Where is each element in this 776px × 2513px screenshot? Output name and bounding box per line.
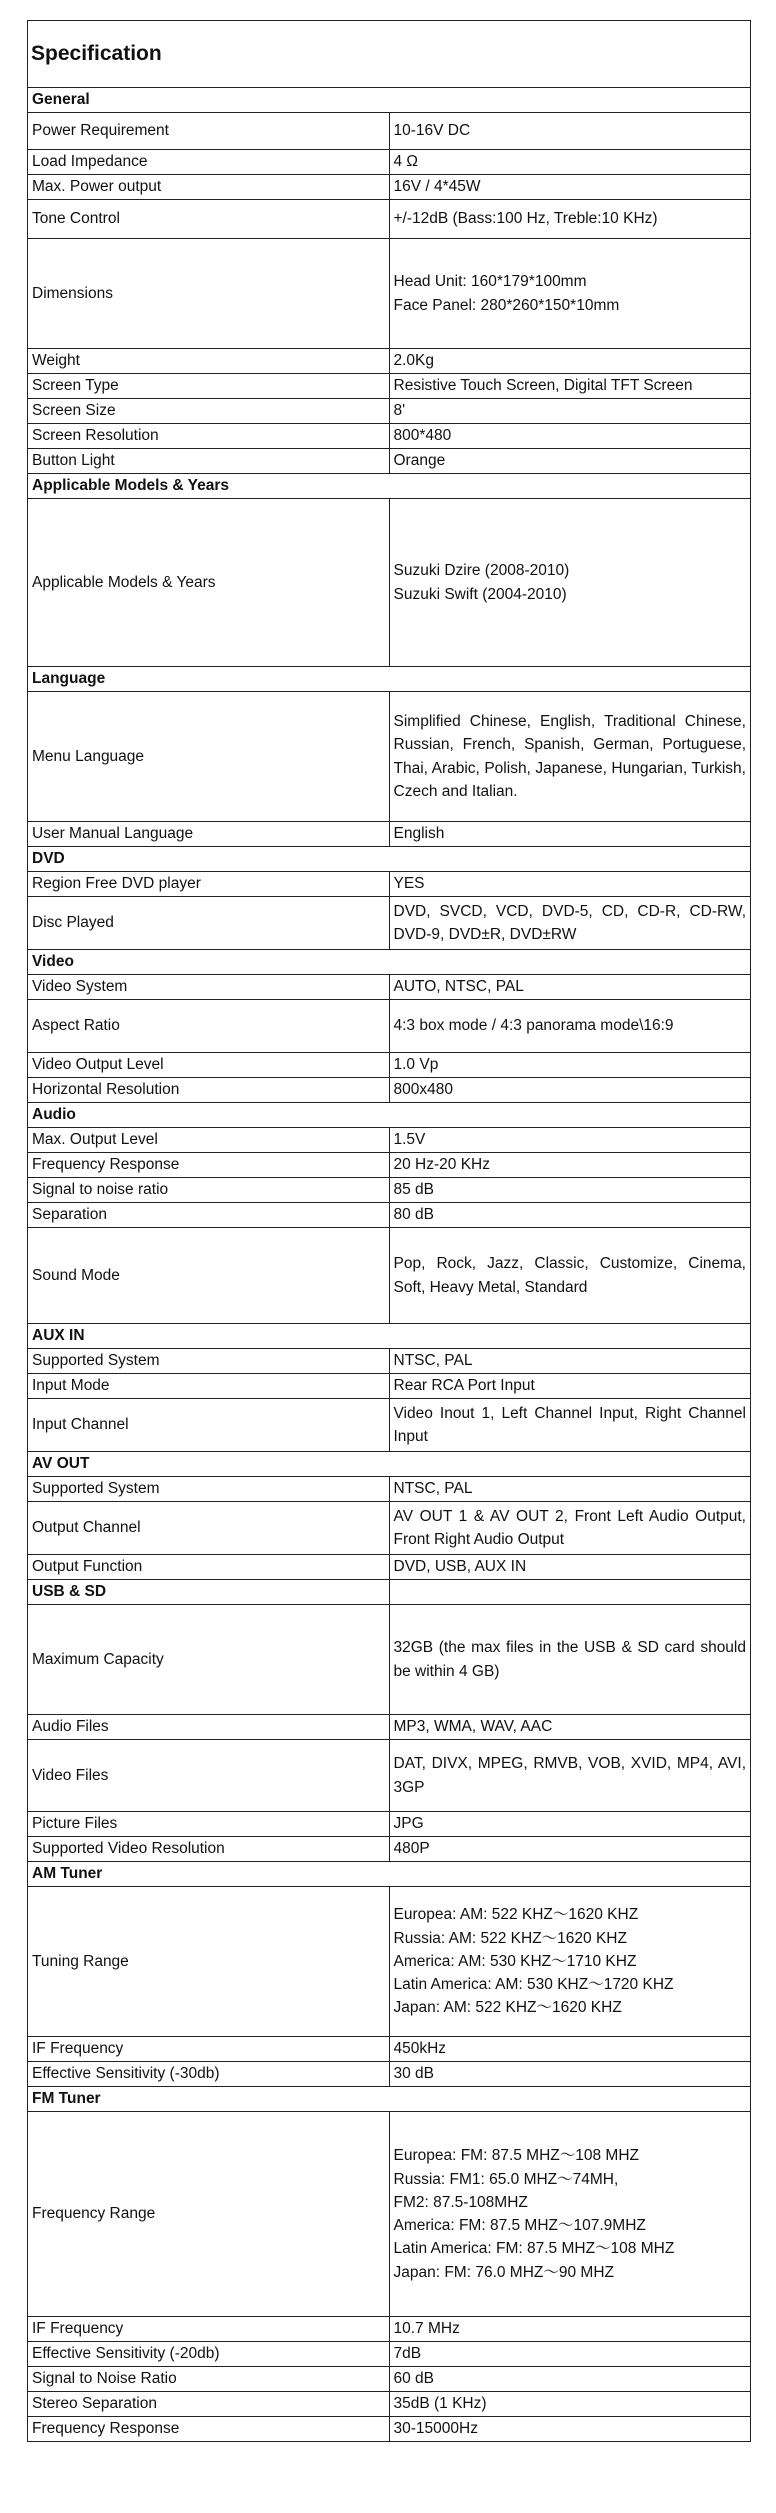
spec-label: Max. Power output <box>28 175 390 200</box>
spec-value: 10-16V DC <box>389 113 751 150</box>
spec-row <box>28 1812 751 1837</box>
spec-row <box>28 1000 751 1053</box>
section-title: Applicable Models & Years <box>28 474 751 499</box>
spec-value: Head Unit: 160*179*100mm Face Panel: 280*260*150*10mm <box>389 239 751 349</box>
spec-row <box>28 1477 751 1502</box>
section-title: FM Tuner <box>28 2087 751 2112</box>
spec-label: Frequency Response <box>28 2417 390 2442</box>
spec-label: Disc Played <box>28 897 390 950</box>
section-header-row <box>28 2087 751 2112</box>
spec-row <box>28 1715 751 1740</box>
spec-value: +/-12dB (Bass:100 Hz, Treble:10 KHz) <box>389 200 751 239</box>
section-header-row <box>28 88 751 113</box>
spec-row <box>28 1399 751 1452</box>
title-row <box>28 21 751 88</box>
spec-row <box>28 1053 751 1078</box>
spec-row <box>28 2112 751 2317</box>
spec-value: 4:3 box mode / 4:3 panorama mode\16:9 <box>389 1000 751 1053</box>
spec-row <box>28 150 751 175</box>
spec-label: Output Function <box>28 1555 390 1580</box>
section-title: Audio <box>28 1103 751 1128</box>
spec-value: Pop, Rock, Jazz, Classic, Customize, Cinema, Soft, Heavy Metal, Standard <box>389 1228 751 1324</box>
spec-value: 32GB (the max files in the USB & SD card should be within 4 GB) <box>389 1605 751 1715</box>
section-title: Language <box>28 667 751 692</box>
spec-row <box>28 449 751 474</box>
spec-value: Europea: FM: 87.5 MHZ～108 MHZ Russia: FM1: 65.0 MHZ～74MH, FM2: 87.5-108MHZ America: FM: 87.5 MHZ～107.9MHZ Latin America: FM: 87.5 MHZ～108 MHZ Japan: FM: 76.0 MHZ～90 MHZ <box>389 2112 751 2317</box>
spec-value: Rear RCA Port Input <box>389 1374 751 1399</box>
spec-value: 20 Hz-20 KHz <box>389 1153 751 1178</box>
spec-value: 800x480 <box>389 1078 751 1103</box>
spec-value: AUTO, NTSC, PAL <box>389 975 751 1000</box>
spec-row <box>28 175 751 200</box>
spec-label: Video System <box>28 975 390 1000</box>
spec-value: Video Inout 1, Left Channel Input, Right Channel Input <box>389 1399 751 1452</box>
spec-row <box>28 2342 751 2367</box>
spec-row <box>28 2417 751 2442</box>
spec-label: Load Impedance <box>28 150 390 175</box>
section-header-row <box>28 474 751 499</box>
spec-value: AV OUT 1 & AV OUT 2, Front Left Audio Output, Front Right Audio Output <box>389 1502 751 1555</box>
spec-row <box>28 2037 751 2062</box>
spec-value: 60 dB <box>389 2367 751 2392</box>
spec-value: Simplified Chinese, English, Traditional Chinese, Russian, French, Spanish, German, Portuguese, Thai, Arabic, Polish, Japanese, Hungarian, Turkish, Czech and Italian. <box>389 692 751 822</box>
spec-label: Signal to noise ratio <box>28 1178 390 1203</box>
spec-label: Maximum Capacity <box>28 1605 390 1715</box>
spec-label: Max. Output Level <box>28 1128 390 1153</box>
spec-value: Europea: AM: 522 KHZ～1620 KHZ Russia: AM: 522 KHZ～1620 KHZ America: AM: 530 KHZ～1710 KHZ Latin America: AM: 530 KHZ～1720 KHZ Japan: AM: 522 KHZ～1620 KHZ <box>389 1887 751 2037</box>
spec-row <box>28 424 751 449</box>
spec-label: Input Mode <box>28 1374 390 1399</box>
spec-row <box>28 200 751 239</box>
spec-value: DVD, SVCD, VCD, DVD-5, CD, CD-R, CD-RW, DVD-9, DVD±R, DVD±RW <box>389 897 751 950</box>
spec-label: Power Requirement <box>28 113 390 150</box>
spec-label: Menu Language <box>28 692 390 822</box>
spec-row <box>28 1203 751 1228</box>
spec-label: Effective Sensitivity (-30db) <box>28 2062 390 2087</box>
spec-label: Aspect Ratio <box>28 1000 390 1053</box>
spec-row <box>28 897 751 950</box>
spec-row <box>28 239 751 349</box>
spec-value: 7dB <box>389 2342 751 2367</box>
spec-row <box>28 1555 751 1580</box>
spec-row <box>28 2062 751 2087</box>
spec-value: Resistive Touch Screen, Digital TFT Screen <box>389 374 751 399</box>
spec-row <box>28 975 751 1000</box>
spec-label: Signal to Noise Ratio <box>28 2367 390 2392</box>
spec-value: 35dB (1 KHz) <box>389 2392 751 2417</box>
spec-value: DVD, USB, AUX IN <box>389 1555 751 1580</box>
spec-label: Audio Files <box>28 1715 390 1740</box>
spec-row <box>28 872 751 897</box>
spec-row <box>28 692 751 822</box>
section-header-row <box>28 667 751 692</box>
section-title: USB & SD <box>28 1580 390 1605</box>
spec-value: 1.5V <box>389 1128 751 1153</box>
spec-row <box>28 1374 751 1399</box>
spec-label: Effective Sensitivity (-20db) <box>28 2342 390 2367</box>
spec-label: Screen Resolution <box>28 424 390 449</box>
spec-value: 4 Ω <box>389 150 751 175</box>
spec-row <box>28 1502 751 1555</box>
spec-table <box>27 20 751 2442</box>
spec-label: IF Frequency <box>28 2037 390 2062</box>
spec-row <box>28 1740 751 1812</box>
spec-row <box>28 113 751 150</box>
spec-row <box>28 1078 751 1103</box>
spec-row <box>28 374 751 399</box>
spec-row <box>28 1605 751 1715</box>
spec-label: Supported Video Resolution <box>28 1837 390 1862</box>
spec-label: Video Files <box>28 1740 390 1812</box>
spec-value: 30-15000Hz <box>389 2417 751 2442</box>
spec-value: 2.0Kg <box>389 349 751 374</box>
spec-row <box>28 1228 751 1324</box>
spec-label: Frequency Response <box>28 1153 390 1178</box>
spec-value: Suzuki Dzire (2008-2010) Suzuki Swift (2004-2010) <box>389 499 751 667</box>
spec-value: 30 dB <box>389 2062 751 2087</box>
spec-title: Specification <box>28 21 751 88</box>
spec-label: Stereo Separation <box>28 2392 390 2417</box>
spec-row <box>28 349 751 374</box>
section-header-row <box>28 1862 751 1887</box>
section-title: AUX IN <box>28 1324 751 1349</box>
spec-label: Tuning Range <box>28 1887 390 2037</box>
spec-label: Screen Size <box>28 399 390 424</box>
spec-row <box>28 2317 751 2342</box>
section-title: General <box>28 88 751 113</box>
spec-value: 80 dB <box>389 1203 751 1228</box>
spec-label: Supported System <box>28 1477 390 1502</box>
spec-label: Screen Type <box>28 374 390 399</box>
spec-value: English <box>389 822 751 847</box>
section-title: Video <box>28 950 751 975</box>
spec-row <box>28 1153 751 1178</box>
section-title: AM Tuner <box>28 1862 751 1887</box>
spec-row <box>28 1128 751 1153</box>
spec-value: 450kHz <box>389 2037 751 2062</box>
spec-value: NTSC, PAL <box>389 1477 751 1502</box>
spec-label: Sound Mode <box>28 1228 390 1324</box>
spec-label: Frequency Range <box>28 2112 390 2317</box>
section-header-row <box>28 847 751 872</box>
spec-label: Dimensions <box>28 239 390 349</box>
spec-value: 10.7 MHz <box>389 2317 751 2342</box>
section-title: AV OUT <box>28 1452 751 1477</box>
spec-label: Video Output Level <box>28 1053 390 1078</box>
section-header-row <box>28 1452 751 1477</box>
spec-value: 8' <box>389 399 751 424</box>
spec-value: 16V / 4*45W <box>389 175 751 200</box>
spec-label: Output Channel <box>28 1502 390 1555</box>
spec-row <box>28 499 751 667</box>
spec-row <box>28 2392 751 2417</box>
spec-row <box>28 1837 751 1862</box>
spec-sheet <box>27 20 751 2442</box>
spec-row <box>28 399 751 424</box>
spec-row <box>28 2367 751 2392</box>
spec-value: 480P <box>389 1837 751 1862</box>
spec-label: Tone Control <box>28 200 390 239</box>
spec-value: 1.0 Vp <box>389 1053 751 1078</box>
spec-label: Input Channel <box>28 1399 390 1452</box>
section-header-row <box>28 1103 751 1128</box>
section-header-row <box>28 950 751 975</box>
spec-value: NTSC, PAL <box>389 1349 751 1374</box>
spec-value: 800*480 <box>389 424 751 449</box>
spec-label: Supported System <box>28 1349 390 1374</box>
spec-label: Horizontal Resolution <box>28 1078 390 1103</box>
section-value <box>389 1580 751 1605</box>
spec-label: User Manual Language <box>28 822 390 847</box>
section-title: DVD <box>28 847 751 872</box>
spec-row <box>28 1887 751 2037</box>
spec-label: Region Free DVD player <box>28 872 390 897</box>
spec-row <box>28 1178 751 1203</box>
spec-label: Button Light <box>28 449 390 474</box>
spec-row <box>28 1349 751 1374</box>
spec-value: YES <box>389 872 751 897</box>
section-header-row <box>28 1324 751 1349</box>
spec-label: IF Frequency <box>28 2317 390 2342</box>
spec-label: Separation <box>28 1203 390 1228</box>
spec-value: 85 dB <box>389 1178 751 1203</box>
spec-row <box>28 822 751 847</box>
spec-label: Picture Files <box>28 1812 390 1837</box>
section-header-row <box>28 1580 751 1605</box>
spec-value: JPG <box>389 1812 751 1837</box>
spec-value: DAT, DIVX, MPEG, RMVB, VOB, XVID, MP4, AVI, 3GP <box>389 1740 751 1812</box>
spec-label: Weight <box>28 349 390 374</box>
spec-value: Orange <box>389 449 751 474</box>
spec-value: MP3, WMA, WAV, AAC <box>389 1715 751 1740</box>
spec-label: Applicable Models & Years <box>28 499 390 667</box>
